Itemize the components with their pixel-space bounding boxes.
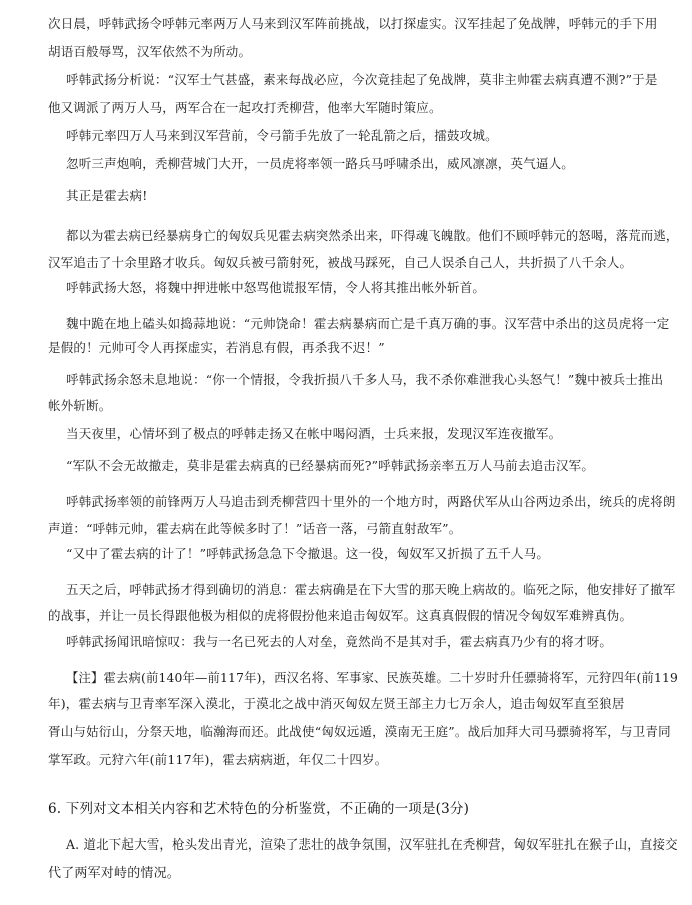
story-line: 都以为霍去病已经暴病身亡的匈奴兵见霍去病突然杀出来，吓得魂飞魄散。他们不顾呼韩元的怒喝，落荒而逃， xyxy=(66,228,679,243)
story-line: “军队不会无故撤走，莫非是霍去病真的已经暴病而死?”呼韩武扬亲率五万人马前去追击汉军。 xyxy=(66,458,595,473)
story-line: 五天之后，呼韩武扬才得到确切的消息：霍去病确是在下大雪的那天晚上病故的。临死之际，他安排好了撤军 xyxy=(66,582,676,597)
story-line: 呼韩武扬余怒未息地说：“你一个情报，令我折损八千多人马，我不杀你难泄我心头怒气！”魏中被兵士推出 xyxy=(66,372,664,387)
question-stem: 6. 下列对文本相关内容和艺术特色的分析鉴赏，不正确的一项是(3分) xyxy=(48,801,470,817)
story-line: 次日晨，呼韩武扬令呼韩元率两万人马来到汉军阵前挑战，以打探虚实。汉军挂起了免战牌，呼韩元的手下用 xyxy=(48,16,658,31)
story-line: 当天夜里，心情坏到了极点的呼韩走扬又在帐中喝闷酒，士兵来报，发现汉军连夜撤军。 xyxy=(66,426,562,441)
story-line: 其正是霍去病! xyxy=(66,188,148,203)
annotation-note-line: 掌军政。元狩六年(前117年)，霍去病病逝，年仅二十四岁。 xyxy=(48,752,388,767)
story-line: 呼韩元率四万人马来到汉军营前，令弓箭手先放了一轮乱箭之后，擂鼓攻城。 xyxy=(66,128,498,143)
story-line: 的战事，并让一员长得跟他极为相似的虎将假扮他来追击匈奴军。这真真假假的情况令匈奴军难辨真伪。 xyxy=(48,608,633,623)
story-line: 胡语百般辱骂，汉军依然不为所动。 xyxy=(48,44,252,59)
story-line: 帐外斩断。 xyxy=(48,398,112,413)
story-line: 魏中跪在地上磕头如捣蒜地说：“元帅饶命！霍去病暴病而亡是千真万确的事。汉军营中杀出的这员虎将一定 xyxy=(66,316,670,331)
annotation-note-line: 【注】霍去病(前140年—前117年)，西汉名将、军事家、民族英雄。二十岁时升任骠骑将军，元狩四年(前119 xyxy=(66,670,679,685)
story-line: 汉军追击了十余里路才收兵。匈奴兵被弓箭射死，被战马踩死，自己人误杀自己人，共折损了八千余人。 xyxy=(48,255,633,270)
story-line: 呼韩武扬分析说：“汉军士气甚盛，素来每战必应，今次竟挂起了免战牌，莫非主帅霍去病真遭不测?”于是 xyxy=(66,72,658,87)
option-a-line: A. 道北下起大雪，枪头发出青光，渲染了悲壮的战争氛围，汉军驻扎在秃柳营，匈奴军驻扎在猴子山，直接交 xyxy=(66,838,678,853)
story-line: 声道：“呼韩元帅，霍去病在此等候多时了！”话音一落，弓箭直射敌军”。 xyxy=(48,521,462,536)
option-a-line: 代了两军对峙的情况。 xyxy=(48,866,181,881)
story-line: 他又调派了两万人马，两军合在一起攻打秃柳营，他率大军随时策应。 xyxy=(48,100,442,115)
story-line: 呼韩武扬率领的前锋两万人马追击到秃柳营四十里外的一个地方时，两路伏军从山谷两边杀出，统兵的虎将朗 xyxy=(66,494,676,509)
annotation-note-line: 年)，霍去病与卫青率军深入漠北，于漠北之战中消灭匈奴左贤王部主力七万余人，追击匈奴军直至狼居 xyxy=(48,696,625,711)
story-line: 忽听三声炮响，秃柳营城门大开，一员虎将率领一路兵马呼啸杀出，威风凛凛，英气逼人。 xyxy=(66,156,575,171)
story-line: “又中了霍去病的计了！”呼韩武扬急急下令撤退。这一役，匈奴军又折损了五千人马。 xyxy=(66,546,550,561)
story-line: 呼韩武扬大怒，将魏中押进帐中怒骂他谎报军情，令人将其推出帐外斩首。 xyxy=(66,280,486,295)
story-line: 呼韩武扬闻讯暗惊叹：我与一名已死去的人对垒，竟然尚不是其对手，霍去病真乃少有的将才呀。 xyxy=(66,634,613,649)
annotation-note-line: 胥山与姑衍山，分祭天地，临瀚海而还。此战使“匈奴远遁，漠南无王庭”。战后加拜大司马骠骑将军，与卫青同 xyxy=(48,724,671,739)
story-line: 是假的！元帅可令人再探虚实，若消息有假，再杀我不迟！” xyxy=(48,340,385,355)
